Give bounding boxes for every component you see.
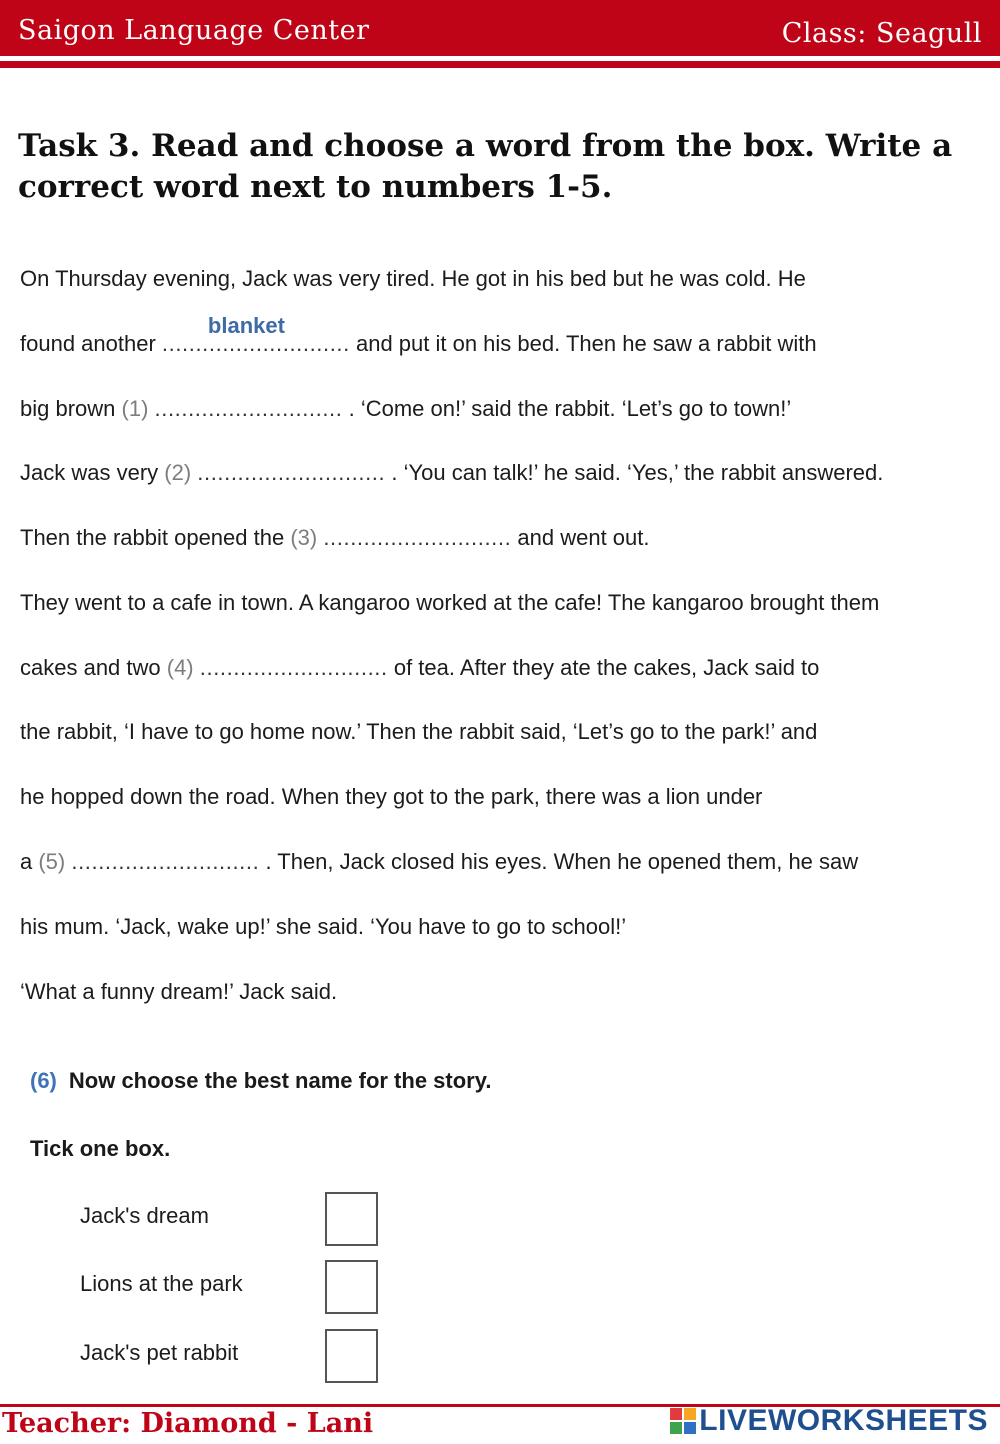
liveworksheets-logo-icon bbox=[670, 1408, 696, 1434]
option-label: Jack's pet rabbit bbox=[80, 1340, 239, 1365]
story-line-text: his mum. ‘Jack, wake up!’ she said. ‘You have to go to school!’ bbox=[20, 914, 627, 939]
story-line-text: and went out. bbox=[511, 525, 650, 550]
story-line bbox=[20, 914, 626, 940]
story-line-text: . Then, Jack closed his eyes. When he opened them, he saw bbox=[259, 849, 859, 874]
story-line-text: cakes and two bbox=[20, 655, 167, 680]
question-number: (6) bbox=[30, 1068, 57, 1093]
tick-box-jacks-dream[interactable] bbox=[325, 1192, 378, 1246]
answer-blank-4[interactable]: ............................ bbox=[199, 655, 388, 680]
school-name: Saigon Language Center bbox=[18, 15, 370, 46]
story-line bbox=[20, 313, 817, 357]
blank-number-5: (5) bbox=[38, 849, 66, 874]
story-line bbox=[20, 655, 819, 681]
class-name: Class: Seagull bbox=[781, 18, 982, 49]
answer-blank-2[interactable]: ............................ bbox=[197, 460, 386, 485]
blank-number-4: (4) bbox=[166, 655, 194, 680]
answer-blank-3[interactable]: ............................ bbox=[323, 525, 512, 550]
example-blank bbox=[161, 313, 350, 357]
question-text: Now choose the best name for the story. bbox=[68, 1068, 492, 1093]
blank-number-3: (3) bbox=[290, 525, 318, 550]
story-line-text: big brown bbox=[20, 396, 122, 421]
tick-box-jacks-pet-rabbit[interactable] bbox=[325, 1329, 378, 1383]
tick-instruction: Tick one box. bbox=[30, 1136, 171, 1161]
brand-text: LIVEWORKSHEETS bbox=[699, 1404, 988, 1437]
story-line-text: They went to a cafe in town. A kangaroo worked at the cafe! The kangaroo brought them bbox=[20, 590, 880, 615]
story-line bbox=[20, 979, 337, 1005]
story-line bbox=[20, 719, 817, 745]
story-line bbox=[20, 590, 879, 616]
header-divider bbox=[0, 61, 1000, 68]
story-line-text: the rabbit, ‘I have to go home now.’ Then the rabbit said, ‘Let’s go to the park!’ and bbox=[20, 719, 818, 744]
story-line-text: found another bbox=[20, 331, 162, 356]
story-line bbox=[20, 525, 650, 551]
liveworksheets-brand[interactable] bbox=[670, 1404, 988, 1438]
tick-box-lions-at-the-park[interactable] bbox=[325, 1260, 378, 1314]
story-line-text: Then the rabbit opened the bbox=[20, 525, 291, 550]
task-title: Task 3. Read and choose a word from the box. Write a correct word next to numbers 1-5. bbox=[18, 128, 953, 205]
story-line bbox=[20, 849, 858, 875]
story-line bbox=[20, 460, 883, 486]
answer-blank-1[interactable]: ............................ bbox=[154, 396, 343, 421]
blank-number-1: (1) bbox=[121, 396, 149, 421]
blank-dots: ............................ bbox=[161, 331, 350, 356]
story-line-text: ‘What a funny dream!’ Jack said. bbox=[20, 979, 338, 1004]
story-line-text: and put it on his bed. Then he saw a rabbit with bbox=[349, 331, 817, 356]
story-line-text: . ‘Come on!’ said the rabbit. ‘Let’s go to town!’ bbox=[342, 396, 792, 421]
answer-blank-5[interactable]: ............................ bbox=[71, 849, 260, 874]
question-6 bbox=[30, 1068, 491, 1094]
story-line bbox=[20, 784, 762, 810]
story-line-text: Jack was very bbox=[20, 460, 165, 485]
story-line bbox=[20, 396, 791, 422]
option-label: Lions at the park bbox=[80, 1271, 243, 1296]
teacher-name: Teacher: Diamond - Lani bbox=[2, 1408, 374, 1439]
story-line-text: On Thursday evening, Jack was very tired. He got in his bed but he was cold. He bbox=[20, 266, 806, 291]
header-bar bbox=[0, 0, 1000, 56]
option-label: Jack's dream bbox=[80, 1203, 209, 1228]
story-line-text: he hopped down the road. When they got to the park, there was a lion under bbox=[20, 784, 763, 809]
blank-number-2: (2) bbox=[164, 460, 192, 485]
story-line-text: . ‘You can talk!’ he said. ‘Yes,’ the rabbit answered. bbox=[385, 460, 884, 485]
story-line-text: a bbox=[20, 849, 39, 874]
story-line bbox=[20, 266, 806, 292]
example-answer: blanket bbox=[207, 313, 285, 338]
story-line-text: of tea. After they ate the cakes, Jack said to bbox=[387, 655, 820, 680]
